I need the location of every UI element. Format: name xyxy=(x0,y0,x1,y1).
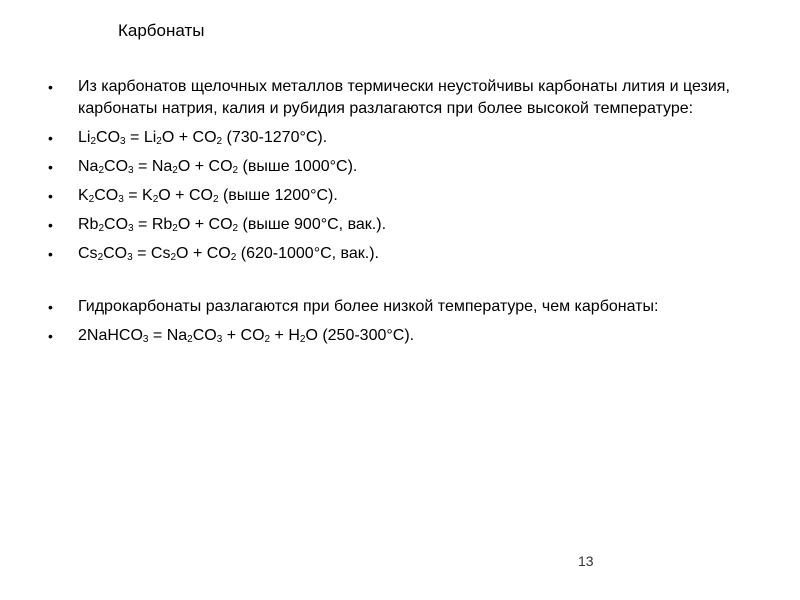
slide-title: Карбонаты xyxy=(118,21,205,40)
formula: $Na_2CO_3 = Na_2O + CO_2$ (выше 1000°C). xyxy=(78,158,358,176)
bullet-intro-hydrocarbonates xyxy=(48,296,768,318)
bullet-icon: • xyxy=(48,217,53,233)
bullet-icon: • xyxy=(48,328,53,344)
reaction-rb2co3 xyxy=(48,214,768,236)
page-number: 13 xyxy=(578,553,594,569)
slide-content xyxy=(48,76,768,354)
bullet-icon: • xyxy=(48,159,53,175)
bullet-icon: • xyxy=(48,299,53,315)
intro-text: Из карбонатов щелочных металлов термически неустойчивы карбонаты лития и цезия, карбонаты натрия, калия и рубидия разлагаются при более высокой температуре: xyxy=(78,78,730,117)
reaction-na2co3 xyxy=(48,156,768,178)
reaction-li2co3 xyxy=(48,127,768,149)
bullet-icon: • xyxy=(48,130,53,146)
bullet-list-hydrocarbonates xyxy=(48,296,768,347)
formula: $K_2CO_3 = K_2O + CO_2$ (выше 1200°C). xyxy=(78,187,338,205)
reaction-cs2co3 xyxy=(48,243,768,265)
bullet-icon: • xyxy=(48,246,53,262)
bullet-icon: • xyxy=(48,188,53,204)
formula: 2NaHCO$_3$ = $Na_2CO_3 + CO_2 + H_2O$ (250-300°C). xyxy=(78,327,415,345)
reaction-nahco3 xyxy=(48,325,768,347)
formula: $Rb_2CO_3 = Rb_2O + CO_2$ (выше 900°C, вак.). xyxy=(78,216,387,234)
list-spacer xyxy=(48,272,768,296)
bullet-intro-carbonates xyxy=(48,76,768,120)
intro-text: Гидрокарбонаты разлагаются при более низкой температуре, чем карбонаты: xyxy=(78,298,659,315)
bullet-list-carbonates xyxy=(48,76,768,265)
formula: $Li_2CO_3 = Li_2O + CO_2$ (730-1270°C). xyxy=(78,129,328,147)
formula: $Cs_2CO_3 = Cs_2O + CO_2$ (620-1000°C, вак.). xyxy=(78,245,379,263)
bullet-icon: • xyxy=(48,79,53,95)
reaction-k2co3 xyxy=(48,185,768,207)
